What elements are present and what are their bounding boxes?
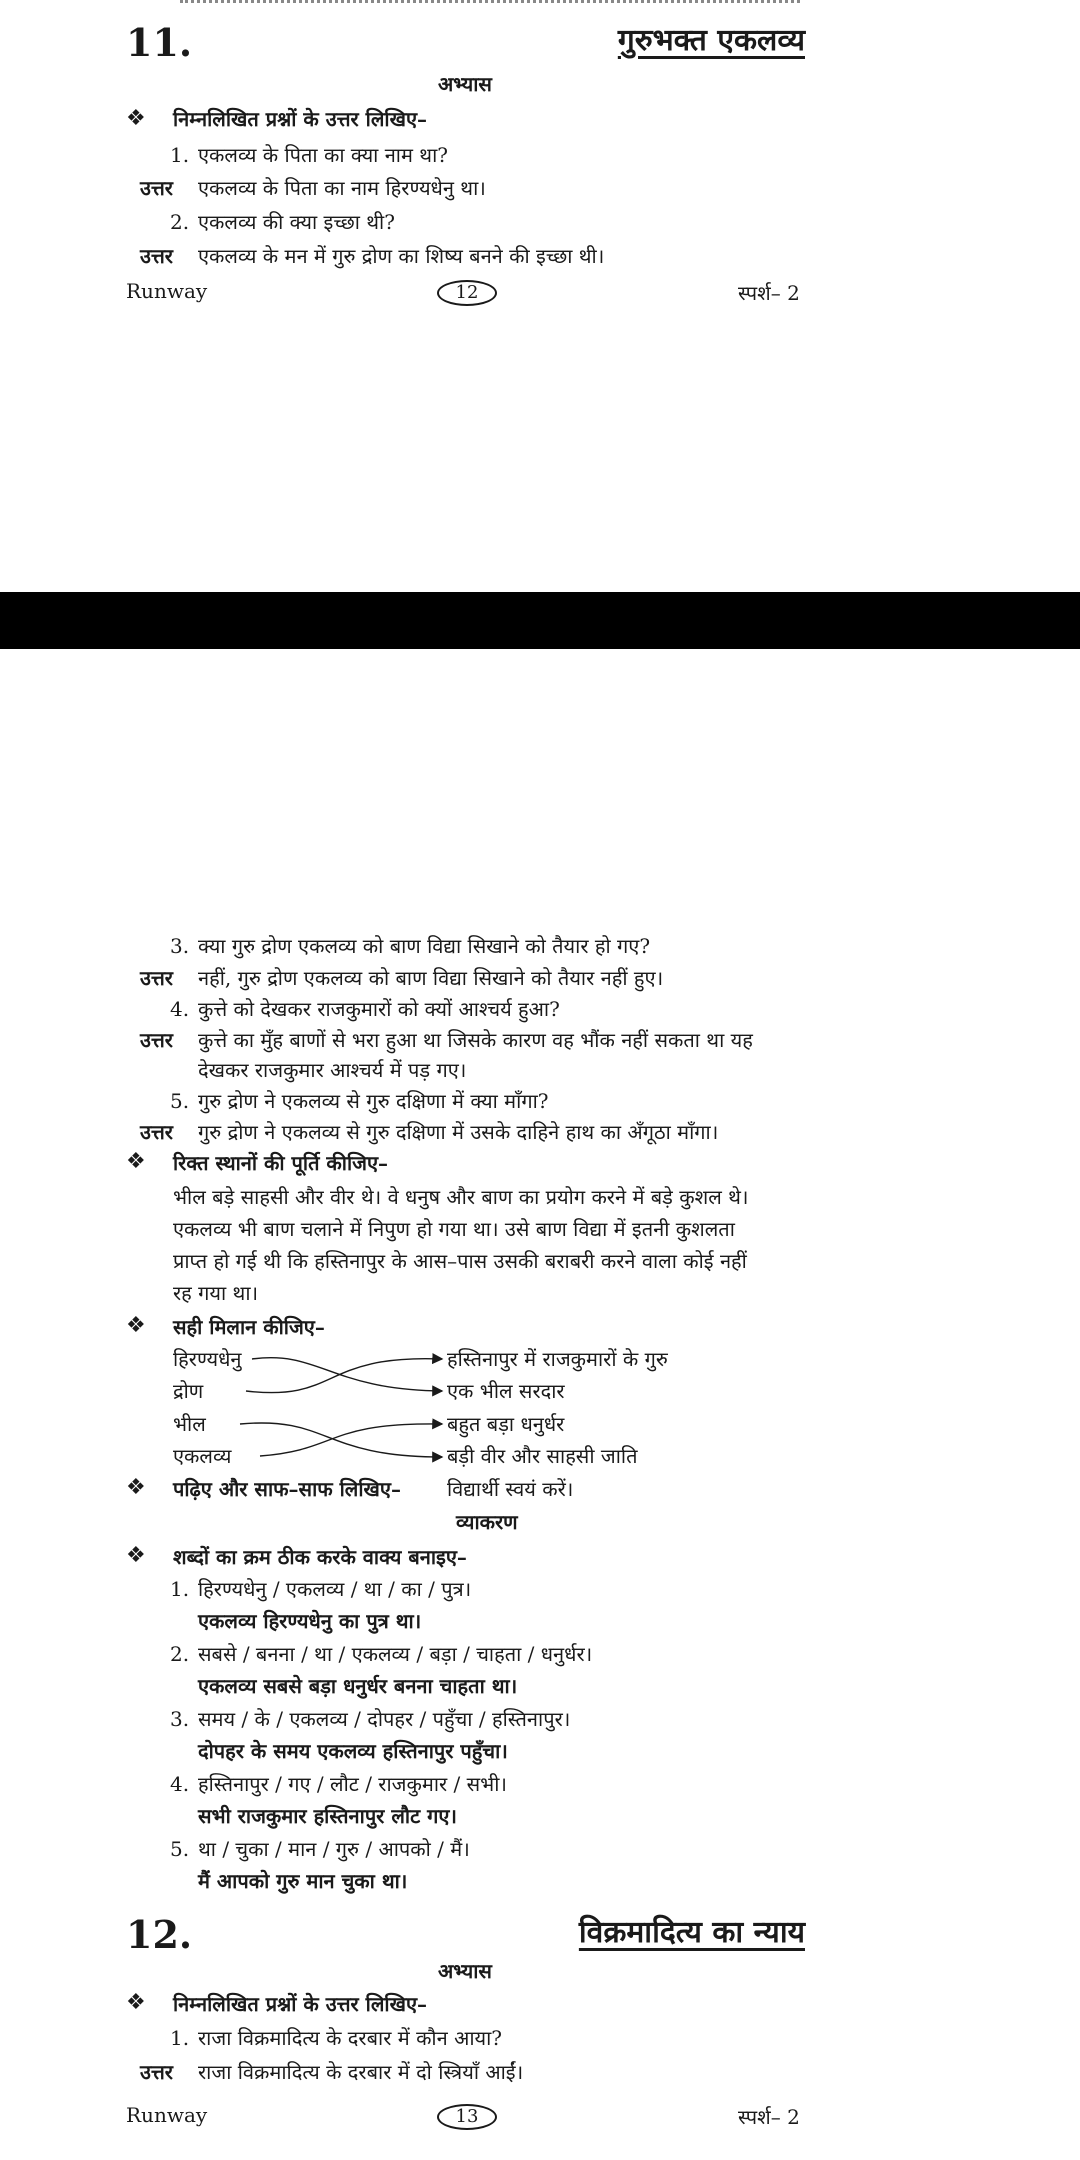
answer-text: नहीं, गुरु द्रोण एकलव्य को बाण विद्या सिखाने को तैयार नहीं हुए। (198, 966, 664, 990)
footer-series: स्पर्श– 2 (738, 281, 800, 305)
questions-heading: निम्नलिखित प्रश्नों के उत्तर लिखिए– (173, 107, 428, 131)
question-number: 2. (170, 210, 190, 234)
order-words: समय / के / एकलव्य / दोपहर / पहुँचा / हस्तिनापुर। (198, 1707, 571, 1731)
order-number: 2. (170, 1642, 190, 1666)
answer-text: एकलव्य के मन में गुरु द्रोण का शिष्य बनने की इच्छा थी। (198, 244, 605, 268)
match-left-item: भील (173, 1412, 206, 1436)
match-connector-lines (230, 1340, 450, 1470)
question-text: कुत्ते को देखकर राजकुमारों को क्यों आश्चर्य हुआ? (198, 997, 560, 1021)
chapter-number: 12. (126, 1912, 193, 1957)
footer-series: स्पर्श– 2 (738, 2105, 800, 2129)
read-write-heading: पढ़िए और साफ–साफ लिखिए– (173, 1477, 401, 1501)
page-number-badge: 13 (437, 2104, 497, 2130)
fill-line: प्राप्त हो गई थी कि हस्तिनापुर के आस–पास उसकी बराबरी करने वाला कोई नहीं (173, 1249, 747, 1273)
diamond-bullet-icon: ❖ (126, 1313, 146, 1338)
question-number: 5. (170, 1089, 190, 1113)
question-text: गुरु द्रोण ने एकलव्य से गुरु दक्षिणा में क्या माँगा? (198, 1089, 549, 1113)
answer-label: उत्तर (140, 244, 173, 268)
answer-label: उत्तर (140, 1028, 173, 1052)
fill-line: एकलव्य भी बाण चलाने में निपुण हो गया था। उसे बाण विद्या में इतनी कुशलता (173, 1217, 735, 1241)
chapter-number: 11. (126, 20, 193, 65)
order-answer: एकलव्य हिरण्यधेनु का पुत्र था। (198, 1609, 422, 1633)
page-number-badge: 12 (437, 280, 497, 306)
order-number: 1. (170, 1577, 190, 1601)
order-number: 3. (170, 1707, 190, 1731)
question-text: एकलव्य के पिता का क्या नाम था? (198, 143, 448, 167)
top-crop-edge (180, 0, 800, 7)
question-number: 3. (170, 934, 190, 958)
match-left-item: एकलव्य (173, 1444, 232, 1468)
footer-brand: Runway (126, 2103, 208, 2127)
order-answer: एकलव्य सबसे बड़ा धनुर्धर बनना चाहता था। (198, 1674, 518, 1698)
diamond-bullet-icon: ❖ (126, 1475, 146, 1500)
order-answer: मैं आपको गुरु मान चुका था। (198, 1869, 408, 1893)
diamond-bullet-icon: ❖ (126, 1543, 146, 1568)
grammar-label: व्याकरण (456, 1510, 518, 1534)
match-heading: सही मिलान कीजिए– (173, 1315, 325, 1339)
section-label: अभ्यास (438, 1959, 492, 1983)
order-number: 5. (170, 1837, 190, 1861)
answer-text: एकलव्य के पिता का नाम हिरण्यधेनु था। (198, 176, 486, 200)
match-right-item: बड़ी वीर और साहसी जाति (447, 1444, 638, 1468)
read-write-note: विद्यार्थी स्वयं करें। (447, 1477, 574, 1501)
answer-label: उत्तर (140, 176, 173, 200)
match-right-item: एक भील सरदार (447, 1379, 565, 1403)
diamond-bullet-icon: ❖ (126, 106, 146, 131)
question-number: 4. (170, 997, 190, 1021)
diamond-bullet-icon: ❖ (126, 1149, 146, 1174)
match-left-item: हिरण्यधेनु (173, 1347, 242, 1371)
diamond-bullet-icon: ❖ (126, 1990, 146, 2015)
answer-text: राजा विक्रमादित्य के दरबार में दो स्त्रियाँ आईं। (198, 2060, 524, 2084)
fill-line: रह गया था। (173, 1281, 259, 1305)
question-text: क्या गुरु द्रोण एकलव्य को बाण विद्या सिखाने को तैयार हो गए? (198, 934, 651, 958)
answer-text: कुत्ते का मुँह बाणों से भरा हुआ था जिसके कारण वह भौंक नहीं सकता था यह (198, 1028, 753, 1052)
answer-text: गुरु द्रोण ने एकलव्य से गुरु दक्षिणा में उसके दाहिने हाथ का अँगूठा माँगा। (198, 1120, 719, 1144)
question-text: राजा विक्रमादित्य के दरबार में कौन आया? (198, 2026, 503, 2050)
footer-brand: Runway (126, 279, 208, 303)
word-order-heading: शब्दों का क्रम ठीक करके वाक्य बनाइए– (173, 1545, 467, 1569)
answer-label: उत्तर (140, 1120, 173, 1144)
order-words: हस्तिनापुर / गए / लौट / राजकुमार / सभी। (198, 1772, 507, 1796)
question-number: 1. (170, 2026, 190, 2050)
answer-label: उत्तर (140, 2060, 173, 2084)
match-right-item: हस्तिनापुर में राजकुमारों के गुरु (447, 1347, 668, 1371)
match-line (240, 1423, 442, 1457)
answer-label: उत्तर (140, 966, 173, 990)
fill-blanks-heading: रिक्त स्थानों की पूर्ति कीजिए– (173, 1151, 389, 1175)
order-answer: सभी राजकुमार हस्तिनापुर लौट गए। (198, 1804, 458, 1828)
match-right-item: बहुत बड़ा धनुर्धर (447, 1412, 565, 1436)
page-separator-band (0, 592, 1080, 649)
questions-heading: निम्नलिखित प्रश्नों के उत्तर लिखिए– (173, 1992, 428, 2016)
order-words: था / चुका / मान / गुरु / आपको / मैं। (198, 1837, 470, 1861)
question-text: एकलव्य की क्या इच्छा थी? (198, 210, 395, 234)
question-number: 1. (170, 143, 190, 167)
match-left-item: द्रोण (173, 1379, 204, 1403)
order-number: 4. (170, 1772, 190, 1796)
answer-text-continued: देखकर राजकुमार आश्चर्य में पड़ गए। (198, 1058, 467, 1082)
order-words: सबसे / बनना / था / एकलव्य / बड़ा / चाहता / धनुर्धर। (198, 1642, 593, 1666)
chapter-title: विक्रमादित्य का न्याय (578, 1915, 805, 1950)
match-line (252, 1358, 442, 1391)
fill-line: भील बड़े साहसी और वीर थे। वे धनुष और बाण का प्रयोग करने में बड़े कुशल थे। (173, 1185, 749, 1209)
order-words: हिरण्यधेनु / एकलव्य / था / का / पुत्र। (198, 1577, 472, 1601)
match-line (260, 1424, 442, 1456)
section-label: अभ्यास (438, 72, 492, 96)
chapter-title: गुरुभक्त एकलव्य (617, 23, 805, 58)
order-answer: दोपहर के समय एकलव्य हस्तिनापुर पहुँचा। (198, 1739, 508, 1763)
